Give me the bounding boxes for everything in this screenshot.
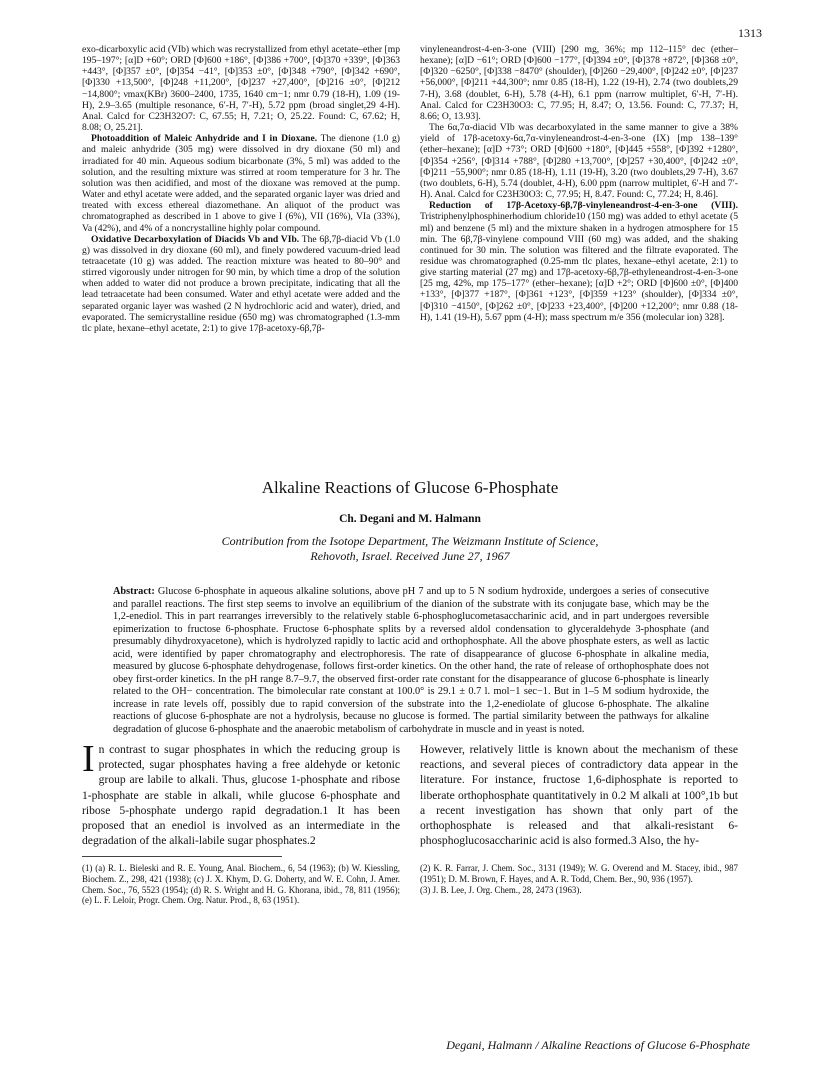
section-heading: Reduction of 17β-Acetoxy-6β,7β-vinyleneandrost-4-en-3-one (VIII). <box>429 200 738 212</box>
intro-paragraph <box>82 738 400 848</box>
abstract-label: Abstract: <box>113 586 155 597</box>
section-text: Tristriphenylphosphinerhodium chloride10 (150 mg) was added to ethyl acetate (5 ml) and benzene (5 ml) and the mixture shaken in a hydrogen atmosphere for 15 min. The 6β,7β-vinylene compound VIII (60 mg) was added, and the shaking continued for 30 min. The solution was filtered and the filtrate evaporated. The residue was chromatographed (0.25-mm tlc plates, hexane–ethyl acetate, 2:1) to give starting material (27 mg) and 17β-acetoxy-6β,7β-ethyleneandrost-4-en-3-one [25 mg, 42%, mp 175–177° (ether–hexane); [α]D +2°; ORD [Φ]600 ±0°, [Φ]400 +133°, [Φ]377 +187°, [Φ]361 +123°, [Φ]359 +123° (shoulder), [Φ]334 ±0°, [Φ]310 −4150°, [Φ]262 ±0°, [Φ]233 +23,400°, [Φ]200 +12,200°; nmr 0.88 (18-H), 1.41 (19-H), 5.67 ppm (4-H); mass spectrum m/e 356 (molecular ion) 328]. <box>420 211 738 323</box>
footnote: (3) J. B. Lee, J. Org. Chem., 28, 2473 (1963). <box>420 884 582 895</box>
section-heading: Photoaddition of Maleic Anhydride and I in Dioxane. <box>91 133 318 145</box>
article-affiliation <box>0 534 820 564</box>
top-right-column <box>420 44 738 334</box>
affiliation-line: Rehovoth, Israel. Received June 27, 1967 <box>310 549 510 563</box>
footnote: (2) K. R. Farrar, J. Chem. Soc., 3131 (1949); W. G. Overend and M. Stacey, ibid., 987 (1951); D. M. Brown, F. Hayes, and A. R. Todd, Chem. Ber., 90, 936 (1957). <box>420 863 738 885</box>
body-paragraph: However, relatively little is known about the mechanism of these reactions, and several pieces of contradictory data appear in the literature. For instance, fructose 1,6-diphosphate is reported to liberate orthophosphate quantitatively in 0.2 M alkali at 100°,1b but a recent investigation has shown that only part of the orthophosphate is released and that alkali-resistant 6-phosphoglucosaccharinic acid is also formed.3 Also, the hy- <box>420 743 738 848</box>
article-title: Alkaline Reactions of Glucose 6-Phosphate <box>261 478 559 497</box>
abstract-text: Glucose 6-phosphate in aqueous alkaline solutions, above pH 7 and up to 5 N sodium hydroxide, undergoes a series of consecutive and parallel reactions. The first step seems to involve an equilibrium of the dianion of the substrate with its conjugate base, which may be the 1,2-enediol. This in part rearranges irreversibly to the relatively stable 6-phosphoglucometasaccharinic acid, and in part undergoes reversible epimerization to fructose 6-phosphate. Fructose 6-phosphate splits by a reversed aldol condensation to glyceraldehyde 3-phosphate (and presumably dihydroxyacetone), which is hydrolyzed rapidly to lactic acid and orthophosphate. All the above phosphate esters, as well as lactic acid, were identified by paper chromatography and electrophoresis. The rate of disappearance of glucose 6-phosphate in alkaline media, measured by glucose 6-phosphate dehydrogenase, follows first-order kinetics. On the other hand, the rate of release of orthophosphate does not obey first-order kinetics. In the pH range 8.7–9.7, the observed first-order rate constant for the disappearance of glucose 6-phosphate is linearly related to the OH− concentration. The bimolecular rate constant at 100.0° is 29.1 ± 0.7 l. mol−1 sec−1. But in 1–5 M sodium hydroxide, the increase in rate levels off, possibly due to rapid conversion of the substrate into the 1,2-enediolate of glucose 6-phosphate. The alkaline reactions of glucose 6-phosphate are not a hydrolysis, because no glucose is formed. The partial similarity between the pathways for alkaline degradation of glucose 6-phosphate and the anaerobic metabolism of carbohydrate in muscle and in yeast is noted. <box>113 586 709 736</box>
article-authors: Ch. Degani and M. Halmann <box>339 513 481 525</box>
footnote-divider <box>82 856 282 857</box>
page-number: 1313 <box>738 26 762 40</box>
body-right-column <box>420 742 738 906</box>
section-paragraph <box>82 133 400 233</box>
intro-text: n contrast to sugar phosphates in which the reducing group is protected, sugar phosphates having a free aldehyde or ketonic group are labile to alkali. Thus, glucose 1-phosphate and ribose 1-phosphate are stable in alkali, while glucose 6-phosphate and ribose 5-phosphate undergo rapid degradation.1 It has been proposed that an enediol is involved as an intermediate in the degradation of the alkali-labile sugar phosphates.2 <box>82 743 400 848</box>
drop-cap: I <box>82 738 95 780</box>
section-text: The 6β,7β-diacid Vb (1.0 g) was dissolved in dry dioxane (60 ml), and finely powdered vacuum-dried lead tetraacetate (10 g) was added. The reaction mixture was heated to 80–90° and stirred vigorously under nitrogen for 90 min, by which time a drop of the solution when added to water did not produce a brown precipitate, indicating that all the lead tetraacetate had been consumed. Water and ethyl acetate were added and the separated organic layer was washed (2 N hydrochloric acid and water), dried, and evaporated. The semicrystalline residue (650 mg) was chromatographed (1.3-mm tlc plate, hexane–ethyl acetate, 2:1) to give 17β-acetoxy-6β,7β- <box>82 233 400 334</box>
paragraph: exo-dicarboxylic acid (VIb) which was recrystallized from ethyl acetate–ether [mp 195–197°; [α]D +60°; ORD [Φ]600 +186°, [Φ]386 +700°, [Φ]370 +339°, [Φ]363 +443°, [Φ]357 ±0°, [Φ]354 −41°, [Φ]353 ±0°, [Φ]348 +790°, [Φ]342 +690°, [Φ]330 +13,500°, [Φ]248 +11,200°, [Φ]237 +27,400°, [Φ]216 ±0°, [Φ]212 −14,800°; νmax(KBr) 3600–2400, 1735, 1640 cm−1; nmr 0.79 (18-H), 1.09 (19-H), 2.9–3.65 (multiple resonance, 6′-H, 7′-H), 5.72 ppm (broad singlet,29 4-H). Anal. Calcd for C23H32O7: C, 67.55; H, 7.21; O, 25.22. Found: C, 67.62; H, 8.08; O, 25.21]. <box>82 44 400 134</box>
body-left-column <box>82 738 400 906</box>
abstract <box>113 586 709 737</box>
paragraph: The 6α,7α-diacid VIb was decarboxylated in the same manner to give a 38% yield of 17β-acetoxy-6α,7α-vinyleneandrost-4-en-3-one (IX) [mp 138–139° (ether–hexane); [α]D +73°; ORD [Φ]600 +180°, [Φ]445 +558°, [Φ]392 +1280°, [Φ]354 +256°, [Φ]314 +788°, [Φ]280 +13,700°, [Φ]257 +30,400°, [Φ]242 ±0°, [Φ]211 −55,900°; nmr 0.85 (18-H), 1.11 (19-H), 3.20 (two doublets,29 7-H), 3.67 (two doublets, 6-H), 5.74 (doublet, 4-H), 6.00 ppm (narrow multiplet, 6′-H and 7′-H). Anal. Calcd for C23H30O3: C, 77.95; H, 8.47. Found: C, 77.24; H, 8.46]. <box>420 122 738 201</box>
top-left-column <box>82 44 400 334</box>
affiliation-line: Contribution from the Isotope Department, The Weizmann Institute of Science, <box>221 534 599 548</box>
experimental-continuation <box>82 44 738 334</box>
footnote: (1) (a) R. L. Bieleski and R. E. Young, Anal. Biochem., 6, 54 (1963); (b) W. Kiessling, Biochem. Z., 298, 421 (1938); (c) J. X. Khym, D. G. Doherty, and W. E. Cohn, J. Amer. Chem. Soc., 76, 5523 (1954); (d) R. S. Wright and H. G. Khorana, ibid., 78, 811 (1956); (e) L. F. Leloir, Progr. Chem. Org. Natur. Prod., 8, 63 (1951). <box>82 863 400 906</box>
paragraph: vinyleneandrost-4-en-3-one (VIII) [290 mg, 36%; mp 112–115° dec (ether–hexane); [α]D −61°; ORD [Φ]600 −177°, [Φ]394 ±0°, [Φ]378 +872°, [Φ]368 ±0°, [Φ]320 −6250°, [Φ]338 −8470° (shoulder), [Φ]260 −29,400°, [Φ]242 ±0°, [Φ]237 +56,000°, [Φ]211 +44,300°; nmr 0.85 (18-H), 1.22 (19-H), 2.74 (two doublets,29 7-H), 3.68 (doublet, 6-H), 5.78 (4-H), 6.1 ppm (narrow multiplet, 6′-H, 7′-H). Anal. Calcd for C23H30O3: C, 77.95; H, 8.47; O, 13.56. Found: C, 77.37; H, 8.66; O, 13.93]. <box>420 44 738 122</box>
article-body <box>82 738 738 906</box>
section-heading: Oxidative Decarboxylation of Diacids Vb and VIb. <box>91 233 300 245</box>
section-text: The dienone (1.0 g) and maleic anhydride (305 mg) were dissolved in dry dioxane (50 ml) and irradiated for 40 min. Aqueous sodium bicarbonate (3%, 5 ml) was added to the solution, and the resulting mixture was stirred at room temperature for 3 hr. The solution was then acidified, and most of the dioxane was removed at the pump. Water and ethyl acetate were added, and the separated organic layer was dried and treated with excess ethereal diazomethane. An aliquot of the product was chromatographed as described in 1 above to give I (6%), VII (16%), VIa (33%), Va (42%), and 4% of a noncrystalline highly polar compound. <box>82 133 400 234</box>
section-paragraph <box>82 234 400 334</box>
section-paragraph <box>420 200 738 323</box>
running-footer: Degani, Halmann / Alkaline Reactions of Glucose 6-Phosphate <box>446 1038 750 1052</box>
